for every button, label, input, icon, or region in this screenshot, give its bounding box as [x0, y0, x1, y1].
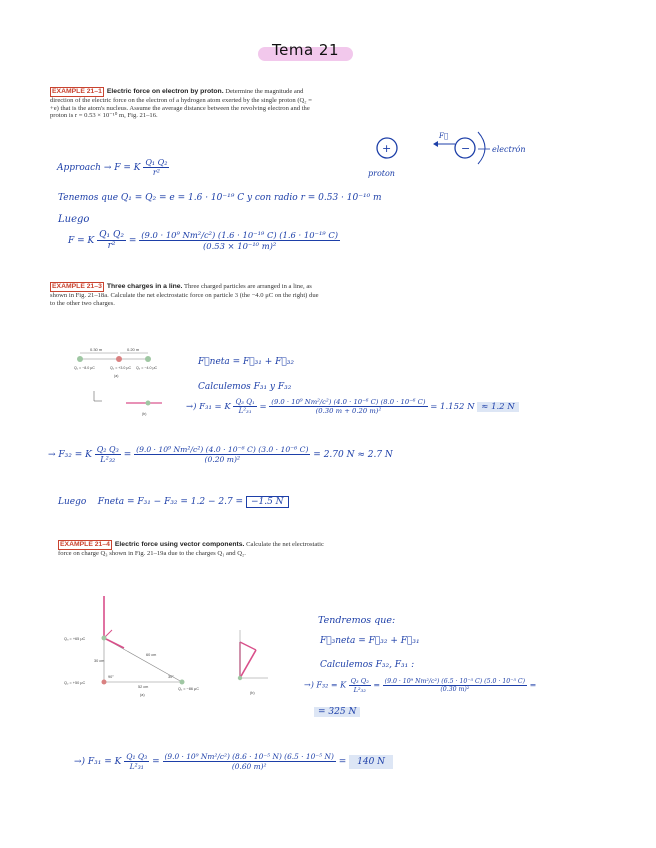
equals-sign: = [338, 757, 347, 767]
charge-q3 [145, 356, 151, 362]
fraction-denominator: (0.60 m)² [231, 762, 267, 771]
f31-approx-highlight: ≈ 1.2 N [477, 402, 518, 412]
charge-label-q3: Q₃ = −4.0 μC [136, 366, 158, 370]
page-title: Tema 21 [271, 41, 339, 59]
example-body: Calculate the net electrostatic force on charge Q₃ shown in Fig. 21–19a due to the charges Q₁ and Q₂. [58, 541, 324, 557]
f32-fraction-2 [134, 445, 310, 464]
ex4-tendremos: Tendremos que: [318, 615, 396, 626]
fraction-denominator: r² [152, 168, 160, 177]
f31-result-highlight: 140 N [349, 755, 393, 769]
fraction-denominator: (0.30 m)² [440, 686, 470, 693]
length-60: 60 cm [146, 653, 157, 657]
equals-sign: = [123, 450, 132, 460]
fraction-numerator: Q₃ Q₂ [350, 677, 369, 685]
approach-formula-lhs: F = K [114, 163, 141, 173]
equals-sign: = [128, 236, 137, 246]
ex4-f32-result-line [314, 707, 360, 717]
luego-label: Luego [58, 214, 90, 225]
approach-label: Approach [57, 163, 101, 173]
charge-label-q1: Q₁ = −86 μC [178, 687, 199, 691]
f32-fraction-1 [95, 445, 121, 464]
f32-result-highlight: = 325 N [314, 707, 360, 717]
fraction-numerator: (9.0 · 10⁹ Nm²/c²) (4.0 · 10⁻⁶ C) (3.0 · 10⁻⁶ C) [136, 445, 309, 454]
calc1-lhs: F = K [68, 236, 95, 246]
fraction-denominator: L²₃₁ [238, 407, 252, 415]
charge-label-q1: Q₁ = −8.0 μC [74, 366, 95, 370]
example-label: EXAMPLE 21–3 [52, 283, 102, 290]
charge-label-q3: Q₃ = +65 μC [64, 637, 86, 641]
equals-sign: = [259, 402, 267, 412]
ex4-calculemos: Calculemos F₃₂, F₃₁ : [320, 660, 415, 670]
fraction-denominator: r² [107, 241, 116, 251]
final-result-box: −1.5 N [246, 496, 289, 508]
charge-q1 [77, 356, 83, 362]
f31-fraction-2 [163, 752, 336, 771]
fraction-numerator: (9.0 · 10⁹ Nm²/c²) (8.6 · 10⁻⁵ N) (6.5 · 10⁻⁵ N) [164, 752, 334, 761]
example-body: Determine the magnitude and direction of the electric force on the electron of a hydrogen atom exerted by the single proton (Q₂ = +e) that is the atom's nucleus. Assume the average distance between the revolving electron and the proton is r = 0.53 × 10⁻¹⁰ m, Fig. 21–16. [50, 88, 312, 120]
page-title-block [258, 41, 353, 63]
example-label: EXAMPLE 21–4 [60, 541, 110, 548]
example-21-4 [58, 540, 330, 558]
approach-arrow: → [103, 163, 112, 173]
ex3-calculemos: Calculemos F₃₁ y F₃₂ [198, 382, 292, 392]
calc-coulomb-1 [68, 230, 340, 251]
fraction-numerator: (9.0 · 10⁹ Nm²/c²) (1.6 · 10⁻¹⁹ C) (1.6 · 10⁻¹⁹ C) [141, 230, 338, 240]
ex4-f31-calc [74, 752, 393, 771]
charge-label-q2: Q₂ = +50 μC [64, 681, 86, 685]
fraction-denominator: L²₃₂ [100, 455, 116, 464]
fraction-numerator: Q₁ Q₃ [126, 752, 148, 761]
plus-sign: + [382, 142, 392, 155]
calc1-fraction-2 [139, 230, 340, 251]
fraction-numerator: Q₁ Q₂ [145, 158, 168, 167]
final-equation: Fneta = F₃₁ − F₃₂ = 1.2 − 2.7 = [97, 497, 244, 507]
calc1-fraction-1 [97, 230, 126, 251]
ex3-fneta: F⃗neta = F⃗₃₁ + F⃗₃₂ [198, 357, 294, 367]
example-21-1 [50, 87, 322, 120]
caption-a: (a) [140, 693, 145, 697]
example-label: EXAMPLE 21–1 [52, 88, 102, 95]
proton-electron-diagram [360, 124, 540, 184]
f31-lhs: →) F₃₁ = K [74, 757, 122, 767]
length-52: 52 cm [138, 685, 149, 689]
f31-fraction-1 [233, 398, 256, 415]
fraction-denominator: (0.30 m + 0.20 m)² [315, 407, 382, 415]
caption-a: (a) [114, 374, 119, 378]
fraction-numerator: Q₁ Q₂ [99, 230, 124, 240]
ex3-final [58, 497, 289, 507]
caption-b: (b) [142, 412, 147, 416]
f31-lhs: →) F₃₁ = K [186, 402, 231, 412]
f32-fraction-1 [349, 677, 371, 694]
distance-label-1: 0.30 m [90, 347, 103, 352]
f32-lhs: →) F₃₂ = K [304, 680, 347, 690]
example-heading: Electric force on electron by proton. [106, 88, 224, 95]
f31-fraction-2 [269, 398, 427, 415]
minus-sign: − [461, 142, 471, 155]
force-arrow-head [433, 141, 438, 147]
distance-label-2: 0.20 m [127, 347, 140, 352]
charge-q2 [116, 356, 122, 362]
fraction-numerator: Q₂ Q₃ [96, 445, 119, 454]
f32-lhs: → F₃₂ = K [48, 450, 92, 460]
example-heading: Electric force using vector components. [114, 541, 245, 548]
fraction-numerator: (9.0 · 10⁹ Nm²/c²) (4.0 · 10⁻⁶ C) (8.0 · 10⁻⁶ C) [271, 398, 426, 406]
example-heading: Three charges in a line. [106, 283, 183, 290]
f32-fraction-2 [383, 678, 527, 693]
f32-result: = 2.70 N ≈ 2.7 N [313, 450, 393, 460]
fraction-numerator: Q₃ Q₁ [235, 398, 255, 406]
caption-b: (b) [250, 691, 255, 695]
charge-label-q2: Q₂ = +3.0 μC [110, 366, 132, 370]
fraction-denominator: L²₃₁ [129, 762, 144, 771]
length-30: 30 cm [94, 659, 105, 663]
angle-90: 90° [108, 675, 114, 679]
figure-21-18 [72, 345, 172, 419]
fraction-numerator: (9.0 · 10⁹ Nm²/c²) (6.5 · 10⁻⁵ C) (5.0 · 10⁻⁵ C) [384, 678, 526, 685]
proton-label: proton [368, 169, 395, 178]
fraction-denominator: L²₃₂ [353, 686, 366, 694]
f31-fraction-1 [124, 752, 149, 771]
approach-line [57, 158, 169, 177]
ex3-f31-calc [186, 398, 519, 415]
tenemos-line: Tenemos que Q₁ = Q₂ = e = 1.6 · 10⁻¹⁹ C y con radio r = 0.53 · 10⁻¹⁰ m [58, 193, 382, 203]
example-21-3 [50, 282, 322, 307]
angle-30: 30° [168, 675, 174, 679]
orbit-arc [478, 132, 485, 164]
f31-result: = 1.152 N [430, 402, 475, 412]
approach-fraction [143, 158, 169, 177]
electron-label: electrón [492, 145, 526, 154]
fraction-denominator: (0.20 m)² [204, 455, 241, 464]
luego-label: Luego [58, 497, 87, 507]
figure-21-19 [60, 590, 280, 700]
equals-sign: = [152, 757, 160, 767]
ex3-f32-calc [48, 445, 393, 464]
example-body: Three charged particles are arranged in a line, as shown in Fig. 21–18a. Calculate the net electrostatic force on particle 3 (the −4.0 μC on the right) due to the other two charges. [50, 283, 319, 307]
ex4-f32-calc [304, 677, 536, 694]
force-label: F⃗ [439, 132, 449, 140]
equals-sign: = [373, 680, 381, 690]
equals-sign: = [529, 680, 537, 690]
ex4-fneta: F⃗₃neta = F⃗₃₂ + F⃗₃₁ [320, 636, 420, 646]
fraction-denominator: (0.53 × 10⁻¹⁰ m)² [202, 241, 277, 251]
